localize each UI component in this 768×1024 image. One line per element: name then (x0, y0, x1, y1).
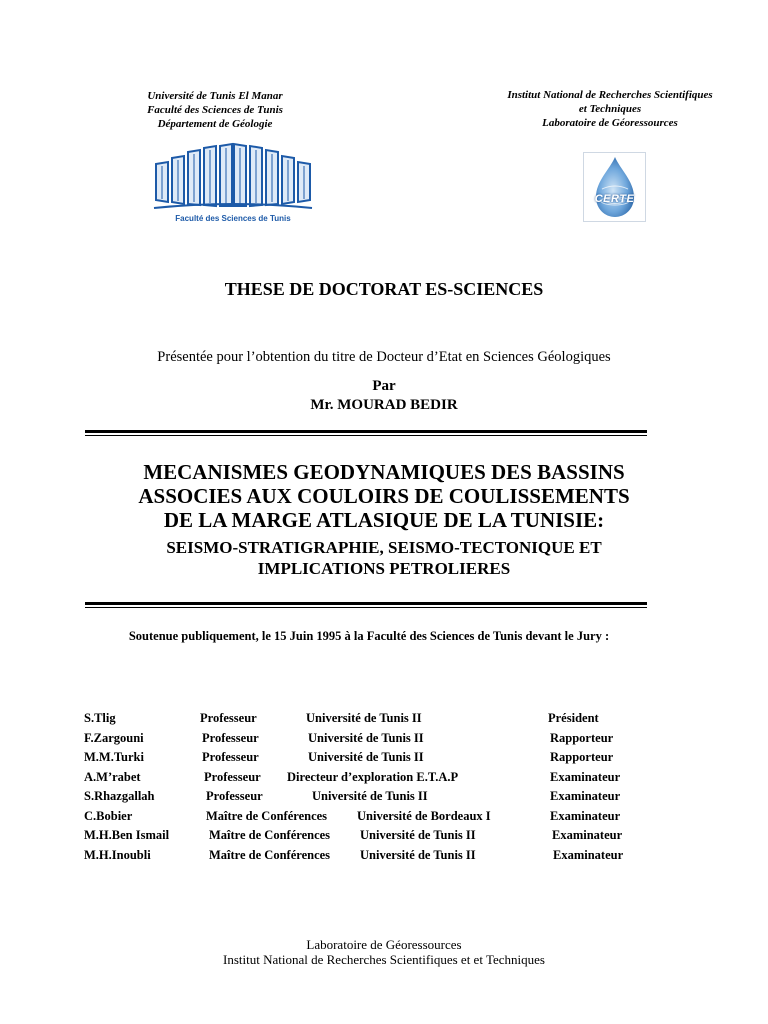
jury-name: S.Rhazgallah (84, 789, 155, 803)
footer-affiliation (0, 937, 768, 967)
author-name: Mr. MOURAD BEDIR (310, 397, 458, 413)
jury-institution: Directeur d’exploration E.T.A.P (287, 769, 459, 784)
thesis-title (0, 460, 768, 532)
affiliation-line: Institut National de Recherches Scientifiques (507, 89, 713, 101)
defense-statement: Soutenue publiquement, le 15 Juin 1995 à la Faculté des Sciences de Tunis devant le Jury : (128, 629, 610, 643)
jury-institution: Université de Tunis II (308, 750, 424, 764)
jury-institution: Université de Tunis II (308, 730, 424, 745)
affiliation-line: et Techniques (578, 103, 642, 115)
footer-line: Laboratoire de Géoressources (306, 937, 462, 952)
affiliation-line: Département de Géologie (157, 118, 273, 130)
jury-row (84, 828, 684, 848)
jury-role: Examinateur (553, 847, 624, 862)
jury-title: Professeur (200, 711, 257, 725)
jury-role: Président (548, 711, 599, 725)
jury-row (84, 731, 684, 751)
divider-rule (85, 602, 647, 608)
jury-name: S.Tlig (84, 711, 116, 725)
jury-title: Maître de Conférences (209, 828, 331, 842)
logo-caption: Faculté des Sciences de Tunis (175, 214, 291, 223)
jury-title: Professeur (202, 750, 259, 764)
thesis-type-heading: THESE DE DOCTORAT ES-SCIENCES (224, 279, 544, 299)
jury-title: Professeur (206, 789, 263, 803)
faculty-building-logo-icon (150, 142, 316, 228)
jury-institution: Université de Tunis II (306, 711, 422, 725)
jury-title: Professeur (204, 769, 261, 784)
jury-role: Examinateur (552, 828, 623, 842)
jury-institution: Université de Bordeaux I (357, 808, 491, 823)
jury-name: A.M’rabet (84, 769, 141, 784)
divider-rule (85, 430, 647, 436)
jury-name: M.H.Inoubli (84, 847, 151, 862)
affiliation-line: Faculté des Sciences de Tunis (147, 104, 283, 116)
jury-name: M.M.Turki (84, 750, 144, 764)
affiliation-line: Laboratoire de Géoressources (542, 117, 678, 129)
purpose-statement: Présentée pour l’obtention du titre de Docteur d’Etat en Sciences Géologiques (157, 349, 611, 365)
title-line: MECANISMES GEODYNAMIQUES DES BASSINS (143, 460, 625, 484)
subtitle-line: IMPLICATIONS PETROLIERES (257, 559, 511, 578)
jury-role: Examinateur (550, 769, 621, 784)
by-label: Par (372, 378, 396, 394)
jury-role: Rapporteur (550, 750, 614, 764)
jury-name: F.Zargouni (84, 730, 144, 745)
jury-role: Rapporteur (550, 730, 614, 745)
jury-row (84, 848, 684, 868)
jury-row (84, 809, 684, 829)
jury-institution: Université de Tunis II (312, 789, 428, 803)
affiliation-line: Université de Tunis El Manar (147, 90, 283, 102)
water-drop-logo-icon (583, 152, 646, 222)
title-line: DE LA MARGE ATLASIQUE DE LA TUNISIE: (163, 508, 605, 532)
thesis-subtitle (0, 537, 768, 579)
footer-line: Institut National de Recherches Scientifiques et et Techniques (223, 952, 545, 967)
jury-institution: Université de Tunis II (360, 828, 476, 842)
title-line: ASSOCIES AUX COULOIRS DE COULISSEMENTS (138, 484, 630, 508)
jury-title: Maître de Conférences (206, 808, 328, 823)
jury-list (84, 711, 684, 867)
jury-row (84, 770, 684, 790)
jury-title: Professeur (202, 730, 259, 745)
logo-caption: CERTE (594, 193, 635, 205)
jury-row (84, 750, 684, 770)
jury-name: C.Bobier (84, 808, 133, 823)
jury-role: Examinateur (550, 789, 621, 803)
jury-row (84, 789, 684, 809)
header-left-affiliation (120, 89, 310, 131)
jury-row (84, 711, 684, 731)
header-right-affiliation (478, 88, 742, 130)
subtitle-line: SEISMO-STRATIGRAPHIE, SEISMO-TECTONIQUE ET (166, 538, 602, 557)
jury-institution: Université de Tunis II (360, 847, 476, 862)
jury-title: Maître de Conférences (209, 847, 331, 862)
jury-name: M.H.Ben Ismail (84, 828, 170, 842)
jury-role: Examinateur (550, 808, 621, 823)
